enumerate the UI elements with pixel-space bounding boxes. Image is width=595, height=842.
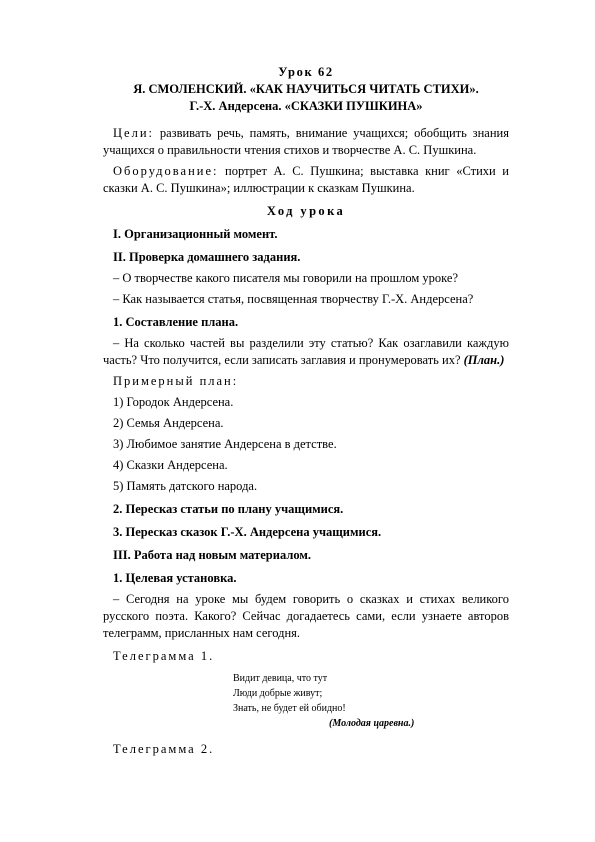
- section-organizational: I. Организационный момент.: [113, 227, 278, 241]
- question-article: – Как называется статья, посвященная творчеству Г.-Х. Андерсена?: [113, 292, 474, 306]
- question-writer: – О творчестве какого писателя мы говорили на прошлом уроке?: [113, 271, 459, 285]
- intro-paragraph: – Сегодня на уроке мы будем говорить о сказках и стихах великого русского поэта. Какого? Сейчас догадаетесь сами, если узнаете авторов телеграмм, присланных нам сегодня.: [103, 592, 509, 640]
- subsection-target: 1. Целевая установка.: [113, 571, 237, 585]
- plan-item: 1) Городок Андерсена.: [113, 395, 234, 409]
- lesson-title-line-1: Я. СМОЛЕНСКИЙ. «КАК НАУЧИТЬСЯ ЧИТАТЬ СТИХИ».: [133, 82, 479, 96]
- goals-text: развивать речь, память, внимание учащихся; обобщить знания учащихся о правильности чтения стихов и творчестве А. С. Пушкина.: [103, 126, 509, 157]
- subsection-plan: 1. Составление плана.: [113, 315, 239, 329]
- equipment-paragraph: [103, 163, 509, 197]
- poem-line: Люди добрые живут;: [233, 688, 323, 699]
- document-page: [103, 64, 509, 758]
- goals-paragraph: [103, 125, 509, 159]
- question-parts: [103, 335, 509, 369]
- course-heading: Ход урока: [266, 204, 346, 218]
- equipment-label: Оборудование:: [113, 164, 219, 178]
- telegram-2-label: Телеграмма 2.: [113, 742, 215, 756]
- section-homework-check: II. Проверка домашнего задания.: [113, 250, 301, 264]
- plan-item: 3) Любимое занятие Андерсена в детстве.: [113, 437, 337, 451]
- plan-label: Примерный план:: [113, 374, 239, 388]
- plan-item: 4) Сказки Андерсена.: [113, 458, 228, 472]
- poem-line: Знать, не будет ей обидно!: [233, 703, 346, 714]
- telegram-1-label: Телеграмма 1.: [113, 649, 215, 663]
- poem-line: Видит девица, что тут: [233, 673, 328, 684]
- equipment-text: портрет А. С. Пушкина; выставка книг «Стихи и сказки А. С. Пушкина»; иллюстрации к сказкам Пушкина.: [103, 164, 509, 195]
- goals-label: Цели:: [113, 126, 154, 140]
- lesson-title-line-2: Г.-Х. Андерсена. «СКАЗКИ ПУШКИНА»: [189, 99, 423, 113]
- plan-item: 5) Память датского народа.: [113, 479, 258, 493]
- section-new-material: III. Работа над новым материалом.: [113, 548, 311, 562]
- subsection-retell-article: 2. Пересказ статьи по плану учащимися.: [113, 502, 344, 516]
- lesson-number: Урок 62: [278, 65, 334, 79]
- subsection-retell-tales: 3. Пересказ сказок Г.-Х. Андерсена учащимися.: [113, 525, 382, 539]
- poem-signature: (Молодая царевна.): [329, 718, 415, 729]
- poem-quote: [233, 671, 509, 731]
- question-parts-note: (План.): [463, 353, 505, 367]
- plan-item: 2) Семья Андерсена.: [113, 416, 224, 430]
- question-parts-text: – На сколько частей вы разделили эту статью? Как озаглавили каждую часть? Что получится, если записать заглавия и пронумеровать их?: [103, 336, 509, 367]
- plan-list: [103, 394, 509, 495]
